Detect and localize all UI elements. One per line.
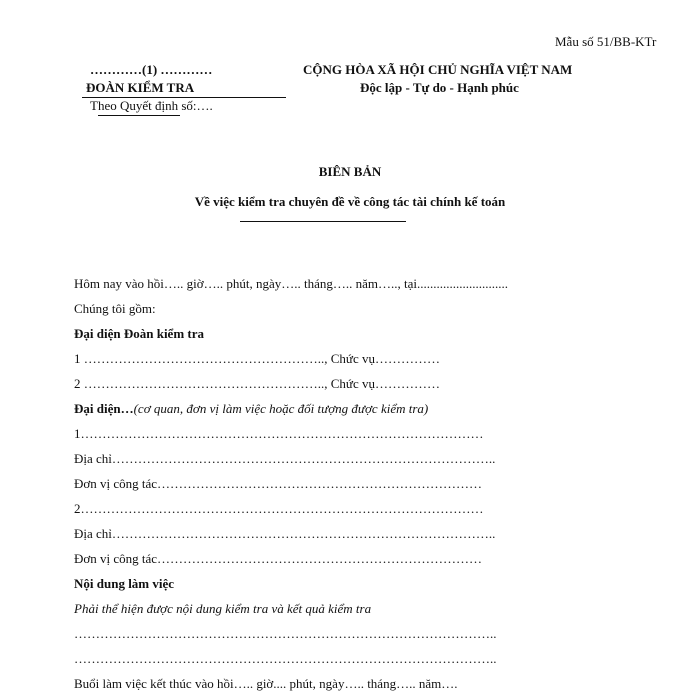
workplace-line-2: Đơn vị công tác………………………………………………………………… xyxy=(74,551,483,566)
subject-rep-heading xyxy=(74,401,428,417)
address-line-2: Địa chỉ…………………………………………………………………………….. xyxy=(74,526,496,541)
decision-reference: Theo Quyết định số:…. xyxy=(90,98,213,113)
attendees-intro: Chúng tôi gồm: xyxy=(74,301,156,316)
country-name: CỘNG HÒA XÃ HỘI CHỦ NGHĨA VIỆT NAM xyxy=(303,62,573,77)
form-number: Mẫu số 51/BB-KTr xyxy=(555,34,657,49)
document-title: BIÊN BẢN xyxy=(318,164,382,179)
work-content-heading: Nội dung làm việc xyxy=(74,576,175,591)
subject-rep-heading-label: Đại diện… xyxy=(74,401,134,416)
subject-line-2: 2………………………………………………………………………………… xyxy=(74,501,484,516)
decision-underline xyxy=(98,115,180,116)
national-motto: Độc lập - Tự do - Hạnh phúc xyxy=(360,80,519,95)
team-member-line-1: 1 ……………………………………………….., Chức vụ…………… xyxy=(74,351,440,366)
meeting-date-line: Hôm nay vào hồi….. giờ….. phút, ngày….. tháng….. năm….., tại............................ xyxy=(74,276,509,291)
session-end-line: Buổi làm việc kết thúc vào hồi….. giờ.... phút, ngày….. tháng….. năm…. xyxy=(74,676,458,691)
subtitle-underline xyxy=(240,221,406,222)
workplace-line-1: Đơn vị công tác………………………………………………………………… xyxy=(74,476,483,491)
address-line-1: Địa chỉ…………………………………………………………………………….. xyxy=(74,451,496,466)
document-subtitle: Về việc kiểm tra chuyên đề về công tác tài chính kế toán xyxy=(194,194,506,209)
work-content-note: Phải thể hiện được nội dung kiểm tra và kết quả kiểm tra xyxy=(74,601,372,616)
content-line-2: …………………………………………………………………………………….. xyxy=(74,651,497,666)
subject-line-1: 1………………………………………………………………………………… xyxy=(74,426,484,441)
inspection-team-name: ĐOÀN KIỂM TRA xyxy=(86,80,195,95)
content-line-1: …………………………………………………………………………………….. xyxy=(74,626,497,641)
subject-rep-heading-note: (cơ quan, đơn vị làm việc hoặc đối tượng được kiểm tra) xyxy=(133,401,429,416)
team-rep-heading: Đại diện Đoàn kiểm tra xyxy=(74,326,204,341)
org-name-placeholder: …………(1) ………… xyxy=(90,62,213,77)
team-member-line-2: 2 ……………………………………………….., Chức vụ…………… xyxy=(74,376,440,391)
